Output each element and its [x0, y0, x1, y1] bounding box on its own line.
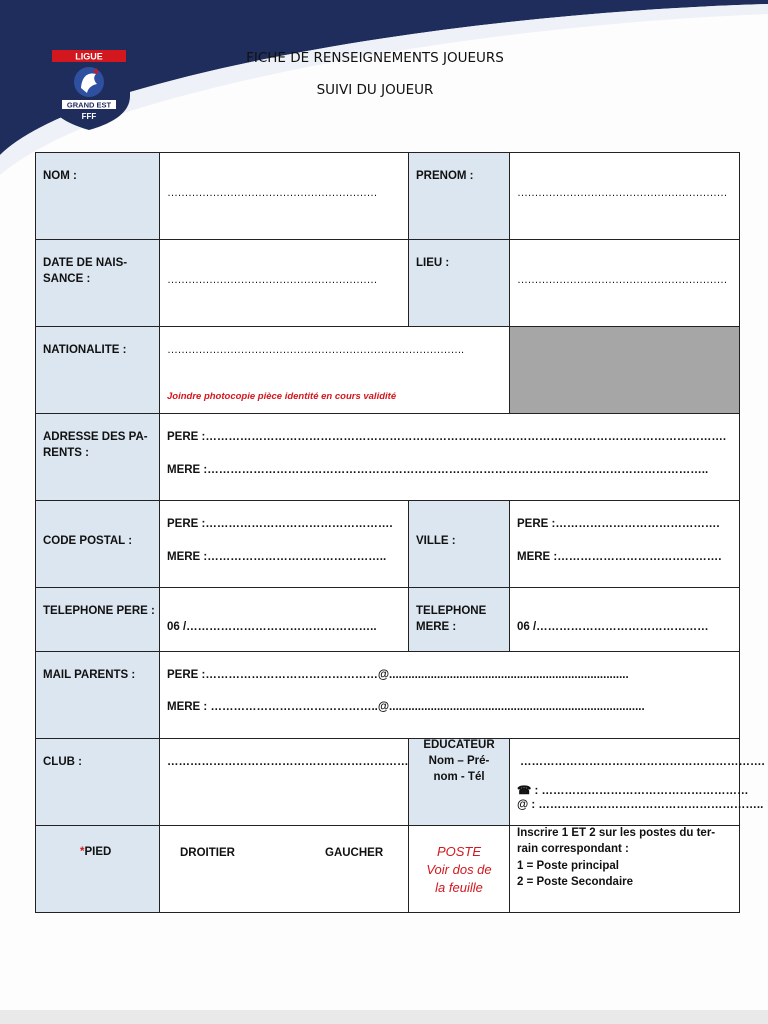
page-subtitle: SUIVI DU JOUEUR [316, 82, 434, 98]
mail-pere: PERE :………………………………………@........................................................................... [167, 669, 629, 681]
club-label-cell [36, 739, 160, 826]
poste-title: POSTE [436, 844, 482, 859]
prenom-label: PRENOM : [416, 170, 474, 182]
tel-pere-label-cell [36, 588, 160, 652]
tel-mere-value: 06 /……………………………………… [517, 621, 709, 633]
nationalite-field[interactable] [160, 327, 510, 414]
svg-text:LIGUE: LIGUE [75, 51, 103, 62]
educateur-label-line2: Nom – Pré- [428, 755, 490, 767]
tel-mere-label-line1: TELEPHONE [416, 605, 487, 617]
educateur-name-value: ………………………………………………………. [520, 756, 765, 768]
ville-label-cell [409, 501, 510, 588]
tel-pere-label: TELEPHONE PERE : [43, 605, 155, 617]
lieu-label-cell [409, 240, 510, 327]
mail-label: MAIL PARENTS : [43, 669, 136, 681]
adresse-label-cell [36, 414, 160, 501]
inscrire-line1: Inscrire 1 ET 2 sur les postes du ter- [517, 827, 716, 839]
club-label: CLUB : [43, 756, 82, 768]
code-postal-field[interactable] [160, 501, 409, 588]
tel-pere-value: 06 /………………………………………….. [167, 621, 377, 633]
poste-line3: la feuille [435, 880, 483, 895]
educateur-email-value: @ : ………………………………………………….. [517, 799, 764, 811]
ligue-grand-est-logo [44, 44, 134, 130]
ville-pere: PERE :……………………………………. [517, 518, 720, 530]
educateur-field[interactable] [510, 739, 765, 826]
adresse-field[interactable] [160, 414, 740, 501]
code-postal-label-cell [36, 501, 160, 588]
club-value: ……………………………………………………… [167, 756, 409, 768]
svg-text:FFF: FFF [81, 112, 97, 121]
required-asterisk: * [80, 846, 85, 858]
tel-mere-label-line2: MERE : [416, 621, 457, 633]
nationalite-note: Joindre photocopie pièce identité en cours validité [167, 391, 397, 402]
lieu-value: …………………………………………………… [517, 274, 727, 286]
ville-field[interactable] [510, 501, 740, 588]
inscrire-cell [510, 826, 740, 913]
educateur-label-line3: nom - Tél [433, 771, 485, 783]
adresse-pere: PERE :………………………………………………………………………………………………………………………. [167, 431, 727, 443]
prenom-label-cell [409, 153, 510, 240]
date-naissance-label-line1: DATE DE NAIS- [43, 257, 128, 269]
nom-value: …………………………………………………… [167, 187, 377, 199]
code-postal-label: CODE POSTAL : [43, 535, 133, 547]
nom-field[interactable] [160, 153, 409, 240]
pied-droitier-option[interactable]: DROITIER [180, 847, 235, 859]
pied-field[interactable] [160, 826, 409, 913]
mail-field[interactable] [160, 652, 740, 739]
code-postal-mere: MERE :……………………………………….. [167, 551, 387, 563]
code-postal-pere: PERE :…………………………………………. [167, 518, 393, 530]
ville-mere: MERE :……………………………………. [517, 551, 722, 563]
poste-cell [409, 826, 510, 913]
nationalite-label-cell [36, 327, 160, 414]
educateur-phone-value: ☎ : ……………………………………………… [517, 785, 749, 797]
nom-label: NOM : [43, 170, 77, 182]
date-naissance-value: …………………………………………………… [167, 274, 377, 286]
prenom-field[interactable] [510, 153, 740, 240]
adresse-label-line2: RENTS : [43, 447, 89, 459]
lieu-label: LIEU : [416, 257, 450, 269]
tel-mere-label-cell [409, 588, 510, 652]
adresse-label-line1: ADRESSE DES PA- [43, 431, 148, 443]
photo-box [510, 327, 740, 414]
club-field[interactable] [160, 739, 409, 826]
nationalite-value: …………………………………………………………………………. [167, 344, 464, 356]
inscrire-line2: rain correspondant : [517, 843, 629, 855]
page-title: FICHE DE RENSEIGNEMENTS JOUEURS [246, 50, 504, 66]
inscrire-line3: 1 = Poste principal [517, 860, 619, 872]
pied-label: *PIED [80, 846, 112, 858]
inscrire-line4: 2 = Poste Secondaire [517, 876, 634, 888]
adresse-mere: MERE :………………………………………………………………………………………………………………….. [167, 464, 709, 476]
tel-mere-field[interactable] [510, 588, 740, 652]
ville-label: VILLE : [416, 535, 456, 547]
mail-mere: MERE : ……………………………………..@................................................................................ [167, 701, 645, 713]
pied-gaucher-option[interactable]: GAUCHER [325, 847, 384, 859]
pied-label-cell [36, 826, 160, 913]
tel-pere-field[interactable] [160, 588, 409, 652]
date-naissance-label-cell [36, 240, 160, 327]
date-naissance-field[interactable] [160, 240, 409, 327]
mail-label-cell [36, 652, 160, 739]
player-info-form [35, 152, 765, 913]
poste-line2: Voir dos de [426, 862, 492, 877]
svg-text:GRAND EST: GRAND EST [66, 100, 112, 110]
date-naissance-label-line2: SANCE : [43, 273, 91, 285]
prenom-value: …………………………………………………… [517, 187, 727, 199]
lieu-field[interactable] [510, 240, 740, 327]
nationalite-label: NATIONALITE : [43, 344, 127, 356]
nom-label-cell [36, 153, 160, 240]
educateur-label-line1: EDUCATEUR [423, 739, 495, 751]
educateur-label-cell [409, 739, 510, 826]
